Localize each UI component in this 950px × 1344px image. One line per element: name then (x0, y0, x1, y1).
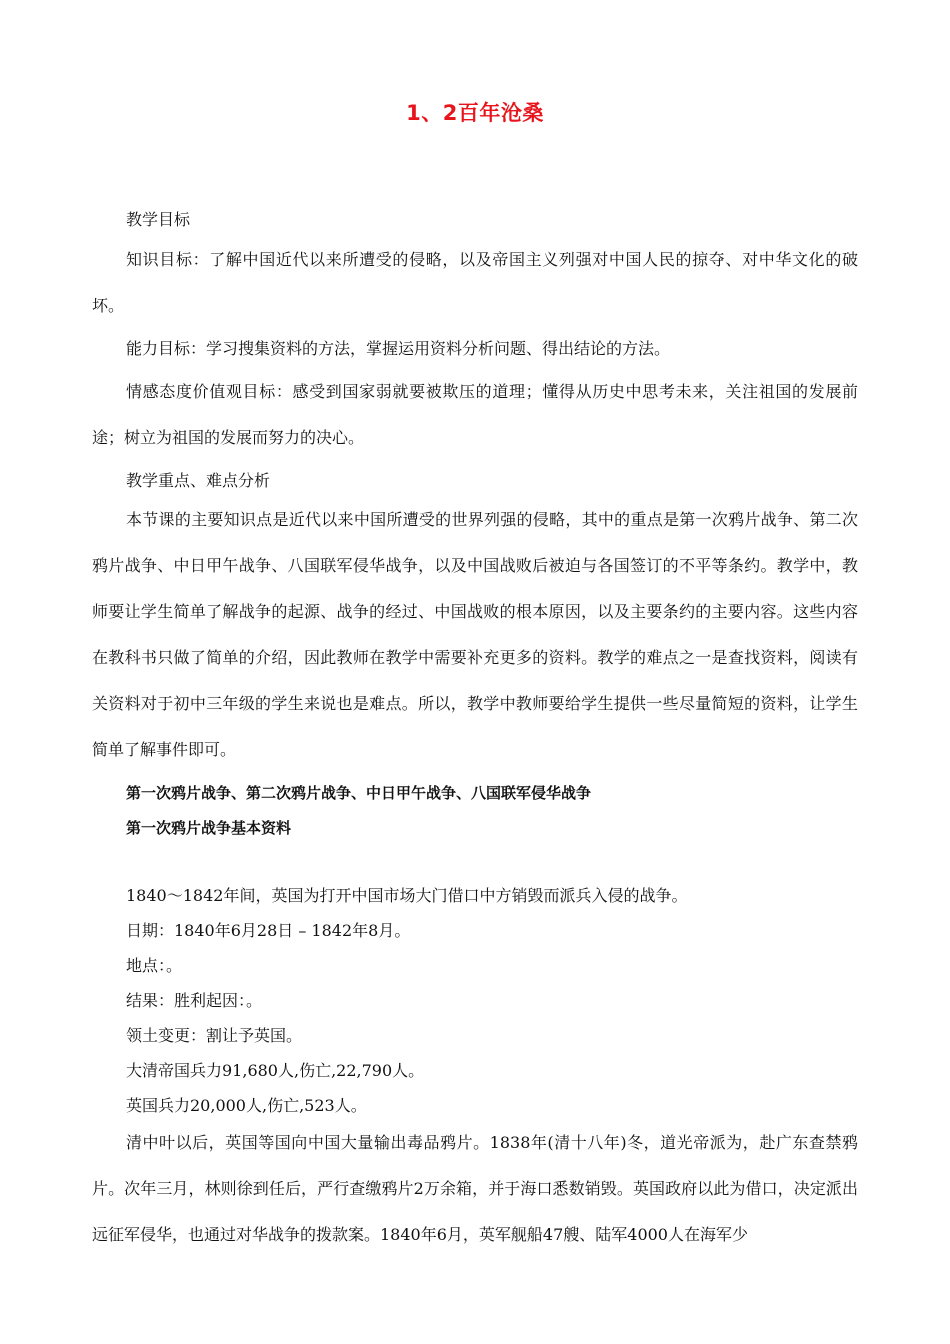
fact-territory: 领土变更：割让予英国。 (126, 1026, 303, 1045)
paragraph-ability-objective: 能力目标：学习搜集资料的方法，掌握运用资料分析问题、得出结论的方法。 (126, 339, 671, 358)
fact-qing-forces: 大清帝国兵力91,680人,伤亡,22,790人。 (126, 1061, 425, 1080)
fact-overview: 1840～1842年间，英国为打开中国市场大门借口中方销毁而派兵入侵的战争。 (126, 886, 688, 905)
heading-first-opium-war: 第一次鸦片战争基本资料 (126, 819, 292, 837)
paragraph-key-points-analysis: 本节课的主要知识点是近代以来中国所遭受的世界列强的侵略，其中的重点是第一次鸦片战争、第二次鸦片战争、中日甲午战争、八国联军侵华战争，以及中国战败后被迫与各国签订的不平等条约。教学中，教师要让学生简单了解战争的起源、战争的经过、中国战败的根本原因，以及主要条约的主要内容。这些内容在教科书只做了简单的介绍，因此教师在教学中需要补充更多的资料。教学的难点之一是查找资料，阅读有关资料对于初中三年级的学生来说也是难点。所以，教学中教师要给学生提供一些尽量简短的资料，让学生简单了解事件即可。 (92, 510, 858, 759)
paragraph-values-objective: 情感态度价值观目标：感受到国家弱就要被欺压的道理；懂得从历史中思考未来，关注祖国的发展前途；树立为祖国的发展而努力的决心。 (92, 382, 858, 447)
fact-location: 地点：。 (126, 956, 183, 975)
document-body (92, 205, 858, 1263)
paragraph-knowledge-objective: 知识目标：了解中国近代以来所遭受的侵略，以及帝国主义列强对中国人民的掠夺、对中华文化的破坏。 (92, 250, 858, 315)
fact-date: 日期：1840年6月28日 – 1842年8月。 (126, 921, 411, 940)
paragraph-background: 清中叶以后，英国等国向中国大量输出毒品鸦片。1838年(清十八年)冬，道光帝派为，赴广东查禁鸦片。次年三月，林则徐到任后，严行查缴鸦片2万余箱，并于海口悉数销毁。英国政府以此为借口，决定派出远征军侵华，也通过对华战争的拨款案。1840年6月，英军舰船47艘、陆军4000人在海军少 (92, 1133, 858, 1244)
fact-result: 结果：胜利起因：。 (126, 991, 263, 1010)
document-title: 1、2百年沧桑 (406, 101, 544, 125)
heading-wars: 第一次鸦片战争、第二次鸦片战争、中日甲午战争、八国联军侵华战争 (126, 784, 592, 802)
section-label-key-points: 教学重点、难点分析 (126, 471, 271, 490)
fact-british-forces: 英国兵力20,000人,伤亡,523人。 (126, 1096, 367, 1115)
section-label-objectives: 教学目标 (126, 210, 191, 229)
